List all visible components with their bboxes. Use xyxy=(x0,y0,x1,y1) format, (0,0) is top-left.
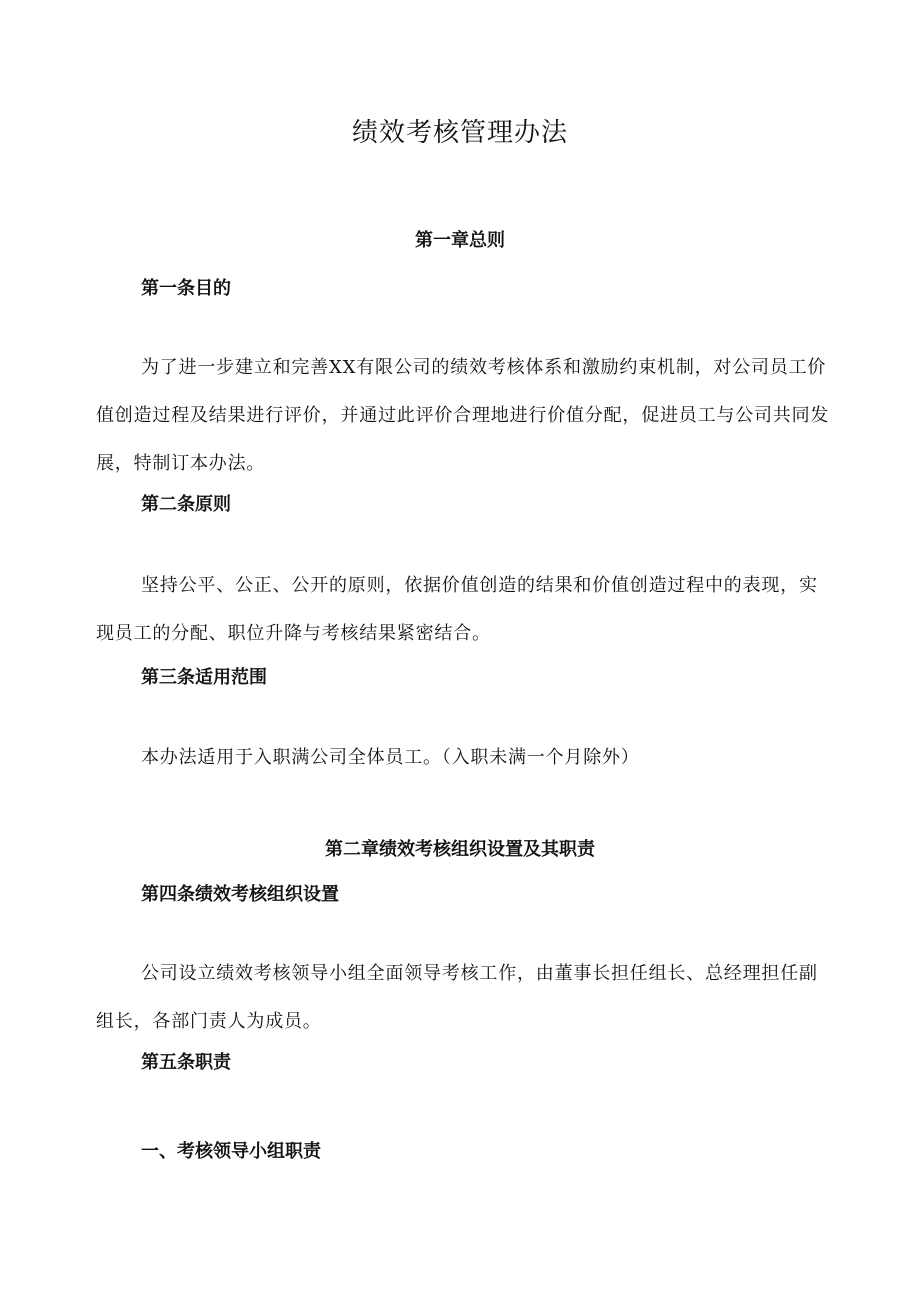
article-2-heading: 第二条原则 xyxy=(141,494,231,515)
article-4-text: 公司设立绩效考核领导小组全面领导考核工作，由董事长担任组长、总经理担任副组长，各部门责人为成员。 xyxy=(96,963,818,1032)
article-5-sub-1: 一、考核领导小组职责 xyxy=(141,1141,321,1162)
article-5-heading: 第五条职责 xyxy=(141,1052,231,1073)
article-3-text: 本办法适用于入职满公司全体员工。（入职未满一个月除外） xyxy=(141,747,640,768)
article-1-heading: 第一条目的 xyxy=(141,278,231,299)
article-2-text: 坚持公平、公正、公开的原则，依据价值创造的结果和价值创造过程中的表现，实现员工的分配、职位升降与考核结果紧密结合。 xyxy=(96,575,818,644)
chapter-2-heading: 第二章绩效考核组织设置及其职责 xyxy=(325,839,595,860)
chapter-1-heading: 第一章总则 xyxy=(415,230,505,251)
document-title: 绩效考核管理办法 xyxy=(351,118,568,148)
article-1-text: 为了进一步建立和完善XX有限公司的绩效考核体系和激励约束机制，对公司员工价值创造过程及结果进行评价，并通过此评价合理地进行价值分配，促进员工与公司共同发展，特制订本办法。 xyxy=(96,357,830,474)
article-4-heading: 第四条绩效考核组织设置 xyxy=(141,884,339,905)
article-3-heading: 第三条适用范围 xyxy=(141,667,267,688)
